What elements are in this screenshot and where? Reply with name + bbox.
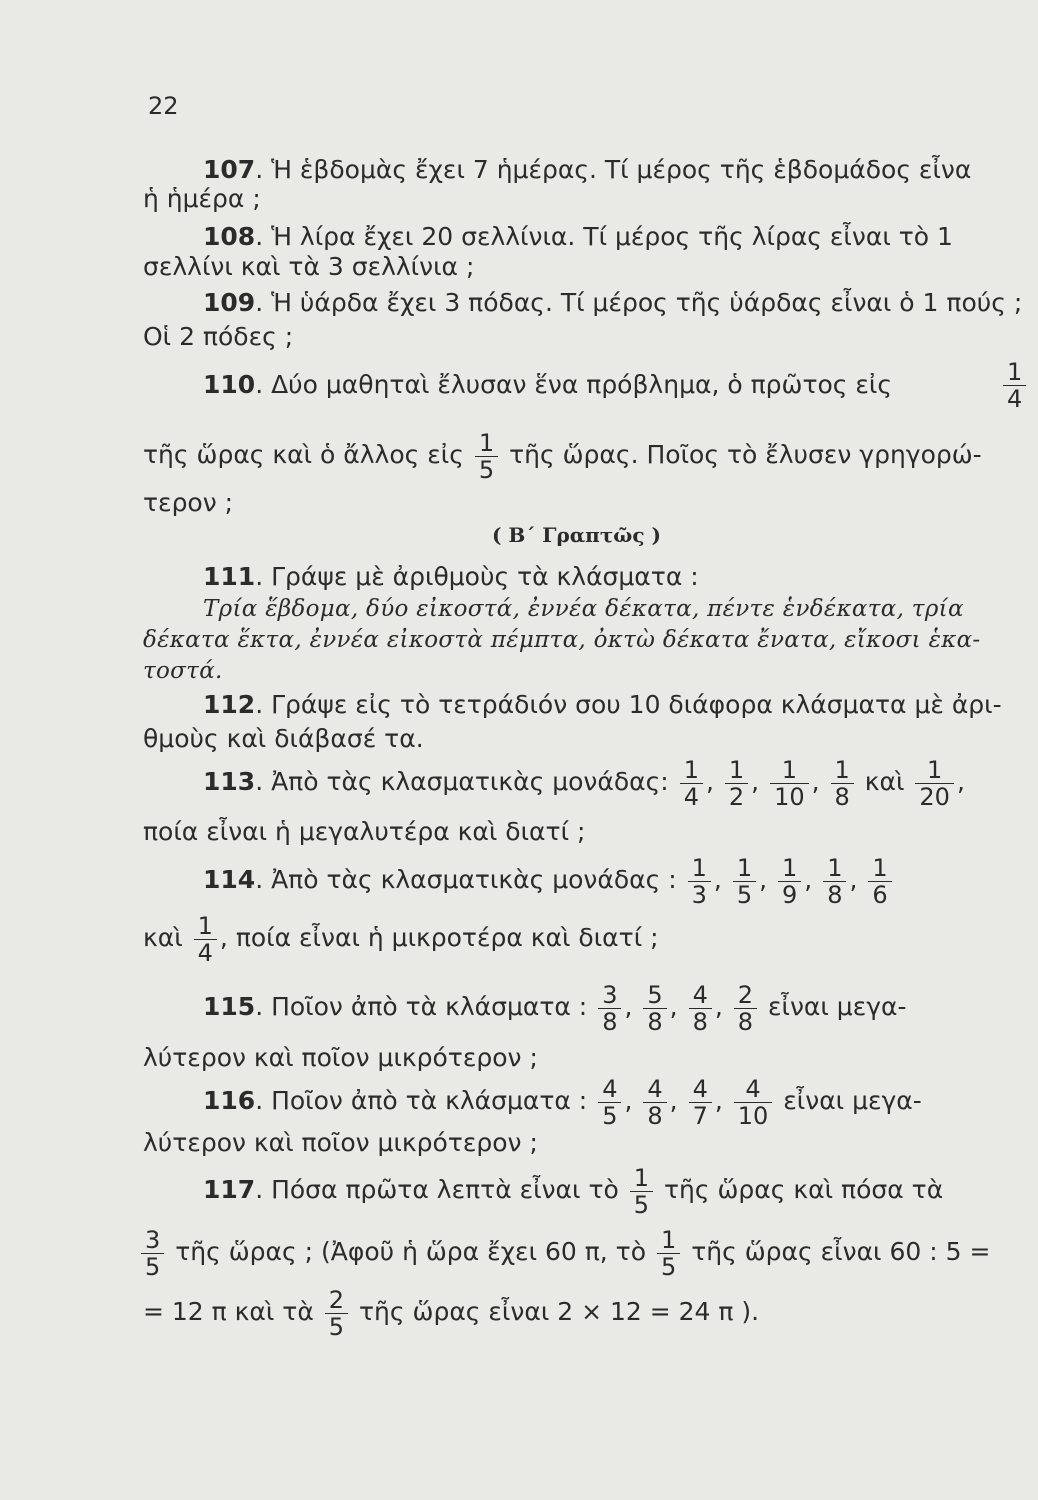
- fraction: [630, 1165, 653, 1218]
- numerator: 1: [1003, 359, 1026, 386]
- problem-111-line2: Τρία ἕβδομα, δύο εἰκοστά, ἐννέα δέκατα, πέντε ἑνδέκατα, τρία: [203, 596, 964, 622]
- problem-117-line3: [143, 1282, 759, 1342]
- fraction: [915, 757, 954, 810]
- denominator: 8: [737, 1007, 754, 1036]
- problem-112-line2: θμοὺς καὶ διάβασέ τα.: [143, 724, 424, 753]
- numerator: 1: [778, 855, 801, 882]
- problem-text: . Ἀπὸ τὰς κλασματικὰς μονάδας :: [255, 865, 677, 894]
- problem-text: εἶναι μεγα-: [783, 1086, 922, 1115]
- fraction-list: [595, 1074, 783, 1130]
- problem-text: τῆς ὥρας καὶ πόσα τὰ: [663, 1175, 944, 1204]
- problem-109-line2: Οἱ 2 πόδες ;: [143, 322, 294, 351]
- problem-text: . Ἀπὸ τὰς κλασματικὰς μονάδας:: [255, 767, 669, 796]
- separator: ,: [669, 992, 678, 1021]
- problem-text: τῆς ὥρας. Ποῖος τὸ ἔλυσεν γρηγορώ-: [509, 440, 982, 469]
- numerator: 3: [141, 1227, 164, 1254]
- denominator: 8: [602, 1007, 618, 1036]
- fraction: [734, 982, 757, 1035]
- problem-text: . Γράψε εἰς τὸ τετράδιόν σου 10 διάφορα κλάσματα μὲ ἀρι-: [255, 690, 1002, 719]
- section-heading: ( Β΄ Γραπτῶς ): [492, 523, 661, 547]
- numerator: 1: [475, 430, 498, 457]
- separator: ,: [804, 865, 813, 894]
- numerator: 1: [657, 1227, 680, 1254]
- problem-number: 114: [203, 865, 256, 894]
- denominator: 2: [728, 782, 745, 811]
- problem-107-line2: ἡ ἡμέρα ;: [143, 184, 261, 213]
- numerator: 1: [688, 855, 711, 882]
- numerator: 1: [823, 855, 846, 882]
- fraction: [643, 1076, 666, 1129]
- problem-112-line1: [203, 690, 1002, 720]
- separator: ,: [751, 767, 760, 796]
- fraction: [680, 757, 703, 810]
- numerator: 2: [325, 1287, 348, 1314]
- denominator: 20: [919, 782, 950, 811]
- separator: ,: [811, 767, 820, 796]
- numerator: 1: [831, 757, 854, 784]
- denominator: 8: [647, 1007, 663, 1036]
- problem-115-line2: λύτερον καὶ ποῖον μικρότερον ;: [143, 1043, 538, 1072]
- fraction: [733, 855, 756, 908]
- separator: ,: [705, 767, 714, 796]
- problem-number: 116: [203, 1086, 256, 1115]
- problem-text: . Γράψε μὲ ἀριθμοὺς τὰ κλάσματα :: [255, 562, 699, 591]
- problem-text: εἶναι μεγα-: [767, 992, 907, 1021]
- numerator: 4: [643, 1076, 666, 1103]
- problem-text: = 12 π καὶ τὰ: [143, 1297, 314, 1326]
- fraction-110-a: [1000, 354, 1029, 414]
- problem-number: 108: [203, 222, 256, 251]
- separator: ,: [956, 767, 965, 796]
- denominator: 6: [872, 880, 888, 909]
- problem-109-line1: [203, 288, 1022, 318]
- problem-110-line3: τερον ;: [143, 488, 234, 517]
- numerator: 4: [734, 1076, 773, 1103]
- denominator: 8: [827, 880, 843, 909]
- numerator: 4: [598, 1076, 621, 1103]
- problem-113-line2: ποία εἶναι ἡ μεγαλυτέρα καὶ διατί ;: [143, 817, 586, 846]
- fraction: [141, 1227, 164, 1280]
- fraction: [734, 1076, 773, 1129]
- problem-117-line2: [138, 1222, 990, 1282]
- problem-110-line1: [203, 370, 892, 400]
- problem-116-line2: λύτερον καὶ ποῖον μικρότερον ;: [143, 1128, 538, 1157]
- separator: ,: [713, 865, 722, 894]
- fraction: [725, 757, 748, 810]
- fraction: [770, 757, 809, 810]
- problem-text: καὶ: [143, 923, 183, 952]
- fraction: [598, 982, 621, 1035]
- denominator: 7: [692, 1101, 708, 1130]
- fraction-list: [677, 755, 865, 811]
- denominator: 9: [782, 880, 798, 909]
- problem-110-line2: [143, 425, 982, 485]
- page-number: 22: [148, 92, 179, 120]
- fraction: [688, 855, 711, 908]
- separator: ,: [669, 1086, 678, 1115]
- problem-108-line1: [203, 222, 953, 252]
- problem-number: 115: [203, 992, 256, 1021]
- fraction-list: [595, 980, 768, 1036]
- problem-text: , ποία εἶναι ἡ μικροτέρα καὶ διατί ;: [219, 923, 659, 952]
- separator: ,: [849, 865, 858, 894]
- denominator: 5: [660, 1252, 677, 1281]
- numerator: 1: [868, 855, 891, 882]
- problem-116-line1: [203, 1071, 922, 1131]
- problem-number: 109: [203, 288, 256, 317]
- denominator: 4: [683, 782, 699, 811]
- fraction: [831, 757, 854, 810]
- separator: ,: [624, 992, 633, 1021]
- problem-111-line4: τοστά.: [143, 658, 223, 684]
- numerator: 1: [725, 757, 748, 784]
- denominator: 5: [328, 1312, 345, 1341]
- numerator: 4: [689, 1076, 712, 1103]
- problem-111-line1: [203, 562, 699, 592]
- denominator: 5: [145, 1252, 161, 1281]
- problem-107-line1: [203, 155, 971, 185]
- fraction: [598, 1076, 621, 1129]
- problem-number: 111: [203, 562, 256, 591]
- problem-115-line1: [203, 977, 907, 1037]
- denominator: 4: [1007, 384, 1023, 413]
- problem-114-line1: [203, 850, 895, 910]
- numerator: 1: [194, 913, 217, 940]
- problem-number: 117: [203, 1175, 256, 1204]
- numerator: 3: [598, 982, 621, 1009]
- problem-text: τῆς ὥρας καὶ ὁ ἄλλος εἰς: [143, 440, 464, 469]
- denominator: 8: [647, 1101, 663, 1130]
- problem-117-line1: [203, 1160, 943, 1220]
- denominator: 5: [602, 1101, 618, 1130]
- denominator: 10: [737, 1101, 769, 1130]
- fraction-list: [685, 853, 895, 909]
- separator: ,: [759, 865, 768, 894]
- separator: ,: [714, 1086, 723, 1115]
- numerator: 1: [680, 757, 703, 784]
- numerator: 1: [770, 757, 809, 784]
- denominator: 5: [633, 1190, 650, 1219]
- problem-text: . Ἡ ἑβδομὰς ἔχει 7 ἡμέρας. Τί μέρος τῆς ἑβδομάδος εἶνα: [255, 155, 972, 184]
- fraction: [194, 913, 217, 966]
- separator: ,: [714, 992, 723, 1021]
- problem-number: 107: [203, 155, 256, 184]
- problem-number: 113: [203, 767, 256, 796]
- problem-number: 112: [203, 690, 256, 719]
- problem-text: . Δύο μαθηταὶ ἔλυσαν ἕνα πρόβλημα, ὁ πρῶτος εἰς: [255, 370, 893, 399]
- fraction: [823, 855, 846, 908]
- numerator: 2: [734, 982, 757, 1009]
- denominator: 8: [834, 782, 850, 811]
- fraction: [657, 1227, 680, 1280]
- fraction: [475, 430, 498, 483]
- fraction: [868, 855, 891, 908]
- denominator: 10: [774, 782, 805, 811]
- problem-text: τῆς ὥρας ; (Ἀφοῦ ἡ ὥρα ἔχει 60 π, τὸ: [175, 1237, 647, 1266]
- numerator: 1: [733, 855, 756, 882]
- denominator: 4: [197, 938, 213, 967]
- problem-text: . Ἡ λίρα ἔχει 20 σελλίνια. Τί μέρος τῆς λίρας εἶναι τὸ 1: [255, 222, 953, 251]
- problem-111-line3: δέκατα ἕκτα, ἐννέα εἰκοστὰ πέμπτα, ὀκτὼ δέκατα ἔνατα, εἴκοσι ἑκα-: [143, 627, 981, 653]
- problem-text: τῆς ὥρας εἶναι 60 : 5 =: [691, 1237, 991, 1266]
- problem-text: . Ποῖον ἀπὸ τὰ κλάσματα :: [255, 1086, 588, 1115]
- denominator: 3: [691, 880, 707, 909]
- numerator: 5: [643, 982, 666, 1009]
- fraction: [325, 1287, 348, 1340]
- fraction: [778, 855, 801, 908]
- problem-number: 110: [203, 370, 256, 399]
- problem-text: . Πόσα πρῶτα λεπτὰ εἶναι τὸ: [255, 1175, 619, 1204]
- denominator: 5: [736, 880, 753, 909]
- denominator: 8: [692, 1007, 708, 1036]
- fraction: [689, 1076, 712, 1129]
- problem-114-line2: [143, 908, 659, 968]
- problem-113-line1: [203, 752, 965, 812]
- problem-text: . Ποῖον ἀπὸ τὰ κλάσματα :: [255, 992, 588, 1021]
- and-word: καὶ: [864, 767, 905, 796]
- numerator: 4: [689, 982, 712, 1009]
- fraction: [643, 982, 666, 1035]
- problem-108-line2: σελλίνι καὶ τὰ 3 σελλίνια ;: [143, 252, 475, 281]
- problem-text: . Ἡ ὑάρδα ἔχει 3 πόδας. Τί μέρος τῆς ὑάρδας εἶναι ὁ 1 πούς ;: [255, 288, 1023, 317]
- denominator: 5: [478, 455, 495, 484]
- numerator: 1: [915, 757, 954, 784]
- problem-text: τῆς ὥρας εἶναι 2 × 12 = 24 π ).: [359, 1297, 760, 1326]
- fraction: [689, 982, 712, 1035]
- separator: ,: [624, 1086, 633, 1115]
- numerator: 1: [630, 1165, 653, 1192]
